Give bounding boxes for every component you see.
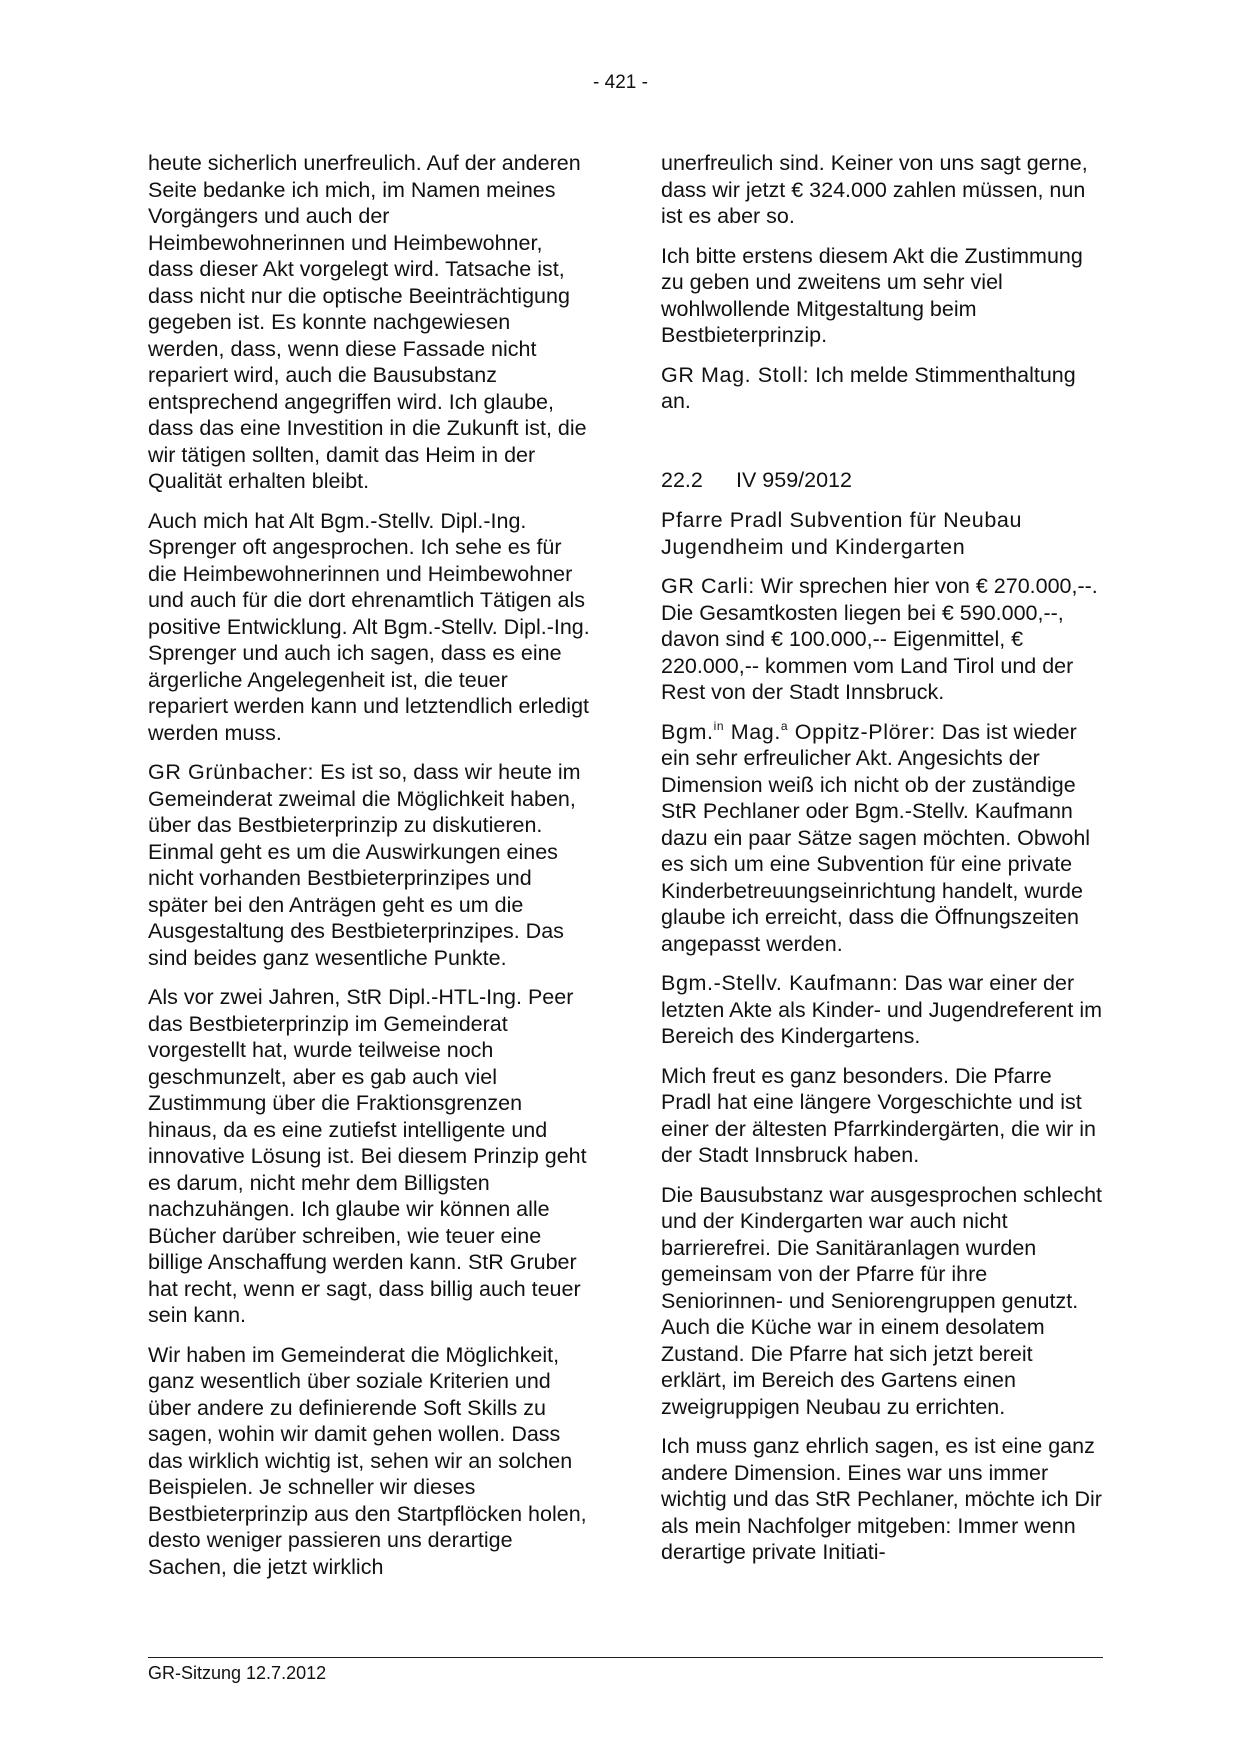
speech-text: Das ist wieder ein sehr erfreulicher Akt. Angesichts der Dimension weiß ich nicht ob der zuständige StR Pechlaner oder Bgm.-Stellv. Kaufmann dazu ein paar Sätze sagen möchten. Obwohl es sich um eine Subvention für eine private Kinderbetreuungseinrichtung handelt, wurde glaube ich erreicht, dass die Öffnungszeiten angepasst werden.: [661, 719, 1091, 956]
right-column: [661, 150, 1103, 1579]
speaker-title: Bgm.: [661, 719, 714, 744]
speech-paragraph: [661, 970, 1103, 1050]
speaker-name: GR Carli:: [661, 574, 755, 598]
speaker-name: GR Grünbacher:: [148, 760, 315, 784]
speech-text: Es ist so, dass wir heute im Gemeinderat zweimal die Möglichkeit haben, über das Bestbieterprinzip zu diskutieren. Einmal geht es um die Auswirkungen eines nicht vorhanden Bestbieterprinzipes und später bei den Anträgen geht es um die Ausgestaltung des Bestbieterprinzipes. Das sind beides ganz wesentliche Punkte.: [148, 760, 581, 970]
speech-text: Ich melde Stimmenthaltung an.: [661, 362, 1076, 413]
paragraph: heute sicherlich unerfreulich. Auf der anderen Seite bedanke ich mich, im Namen meines Vorgängers und auch der Heimbewohnerinnen und Heimbewohner, dass dieser Akt vorgelegt wird. Tatsache ist, dass nicht nur die optische Beeinträchtigung gegeben ist. Es konnte nachgewiesen werden, dass, wenn diese Fassade nicht repariert wird, auch die Bausubstanz entsprechend angegriffen wird. Ich glaube, dass das eine Investition in die Zukunft ist, die wir tätigen sollten, damit das Heim in der Qualität erhalten bleibt.: [148, 151, 587, 493]
paragraph: Als vor zwei Jahren, StR Dipl.-HTL-Ing. Peer das Bestbieterprinzip im Gemeinderat vorgestellt hat, wurde teilweise noch geschmunzelt, aber es gab auch viel Zustimmung über die Fraktionsgrenzen hinaus, da es eine zutiefst intelligente und innovative Lösung ist. Bei diesem Prinzip geht es darum, nicht mehr dem Billigsten nachzuhängen. Ich glaube wir können alle Bücher darüber schreiben, wie teuer eine billige Anschaffung werden kann. StR Gruber hat recht, wenn er sagt, dass billig auch teuer sein kann.: [148, 985, 587, 1327]
speaker-name: Bgm.-Stellv. Kaufmann:: [661, 971, 899, 995]
speaker-title: Mag.: [724, 719, 781, 744]
paragraph: Ich bitte erstens diesem Akt die Zustimmung zu geben und zweitens um sehr viel wohlwollende Mitgestaltung beim Bestbieterprinzip.: [661, 243, 1083, 347]
agenda-item-title: Pfarre Pradl Subvention für Neubau Jugendheim und Kindergarten: [661, 508, 1023, 559]
paragraph: Mich freut es ganz besonders. Die Pfarre Pradl hat eine längere Vorgeschichte und ist einer der ältesten Pfarrkindergärten, die wir in der Stadt Innsbruck haben.: [661, 1063, 1096, 1167]
speech-paragraph: [661, 573, 1103, 706]
footer-session-date: GR-Sitzung 12.7.2012: [148, 1663, 327, 1683]
agenda-item-number: 22.2: [661, 467, 703, 492]
speech-text: Wir sprechen hier von € 270.000,--. Die Gesamtkosten liegen bei € 590.000,--, davon sind € 100.000,-- Eigenmittel, € 220.000,-- kommen vom Land Tirol und der Rest von der Stadt Innsbruck.: [661, 574, 1098, 704]
speaker-surname: Oppitz-Plörer:: [788, 719, 936, 744]
speech-paragraph: [148, 759, 592, 971]
speaker-name: GR Mag. Stoll:: [661, 362, 810, 387]
superscript: in: [713, 718, 725, 733]
speech-paragraph: [661, 362, 1103, 415]
paragraph: Die Bausubstanz war ausgesprochen schlecht und der Kindergarten war auch nicht barrierefrei. Die Sanitäranlagen wurden gemeinsam von der Pfarre für ihre Seniorinnen- und Seniorengruppen genutzt. Auch die Küche war in einem desolatem Zustand. Die Pfarre hat sich jetzt bereit erklärt, im Bereich des Gartens einen zweigruppigen Neubau zu errichten.: [661, 1182, 1103, 1419]
paragraph: Auch mich hat Alt Bgm.-Stellv. Dipl.-Ing. Sprenger oft angesprochen. Ich sehe es für die Heimbewohnerinnen und Heimbewohner und auch für die dort ehrenamtlich Tätigen als positive Entwicklung. Alt Bgm.-Stellv. Dipl.-Ing. Sprenger und auch ich sagen, dass es eine ärgerliche Angelegenheit ist, die teuer repariert werden kann und letztendlich erledigt werden muss.: [148, 508, 590, 745]
agenda-item-heading: [661, 467, 1103, 494]
paragraph: Ich muss ganz ehrlich sagen, es ist eine ganz andere Dimension. Eines war uns immer wichtig und das StR Pechlaner, möchte ich Dir als mein Nachfolger mitgeben: Immer wenn derartige private Initiati-: [661, 1434, 1102, 1564]
speech-paragraph: [661, 719, 1103, 958]
paragraph: Wir haben im Gemeinderat die Möglichkeit, ganz wesentlich über soziale Kriterien und über andere zu definierende Soft Skills zu sagen, wohin wir damit gehen wollen. Dass das wirklich wichtig ist, sehen wir an solchen Beispielen. Je schneller wir dieses Bestbieterprinzip aus den Startpflöcken holen, desto weniger passieren uns derartige Sachen, die jetzt wirklich: [148, 1342, 587, 1579]
agenda-item-reference: IV 959/2012: [736, 467, 852, 492]
speech-text: Das war einer der letzten Akte als Kinder- und Jugendreferent im Bereich des Kindergartens.: [661, 971, 1103, 1048]
footer-divider: [148, 1657, 1103, 1658]
paragraph: unerfreulich sind. Keiner von uns sagt gerne, dass wir jetzt € 324.000 zahlen müssen, nun ist es aber so.: [661, 151, 1088, 228]
speaker-name: [661, 720, 936, 744]
left-column: [148, 150, 592, 1593]
superscript: a: [780, 718, 789, 733]
page-number: - 421 -: [593, 72, 648, 93]
